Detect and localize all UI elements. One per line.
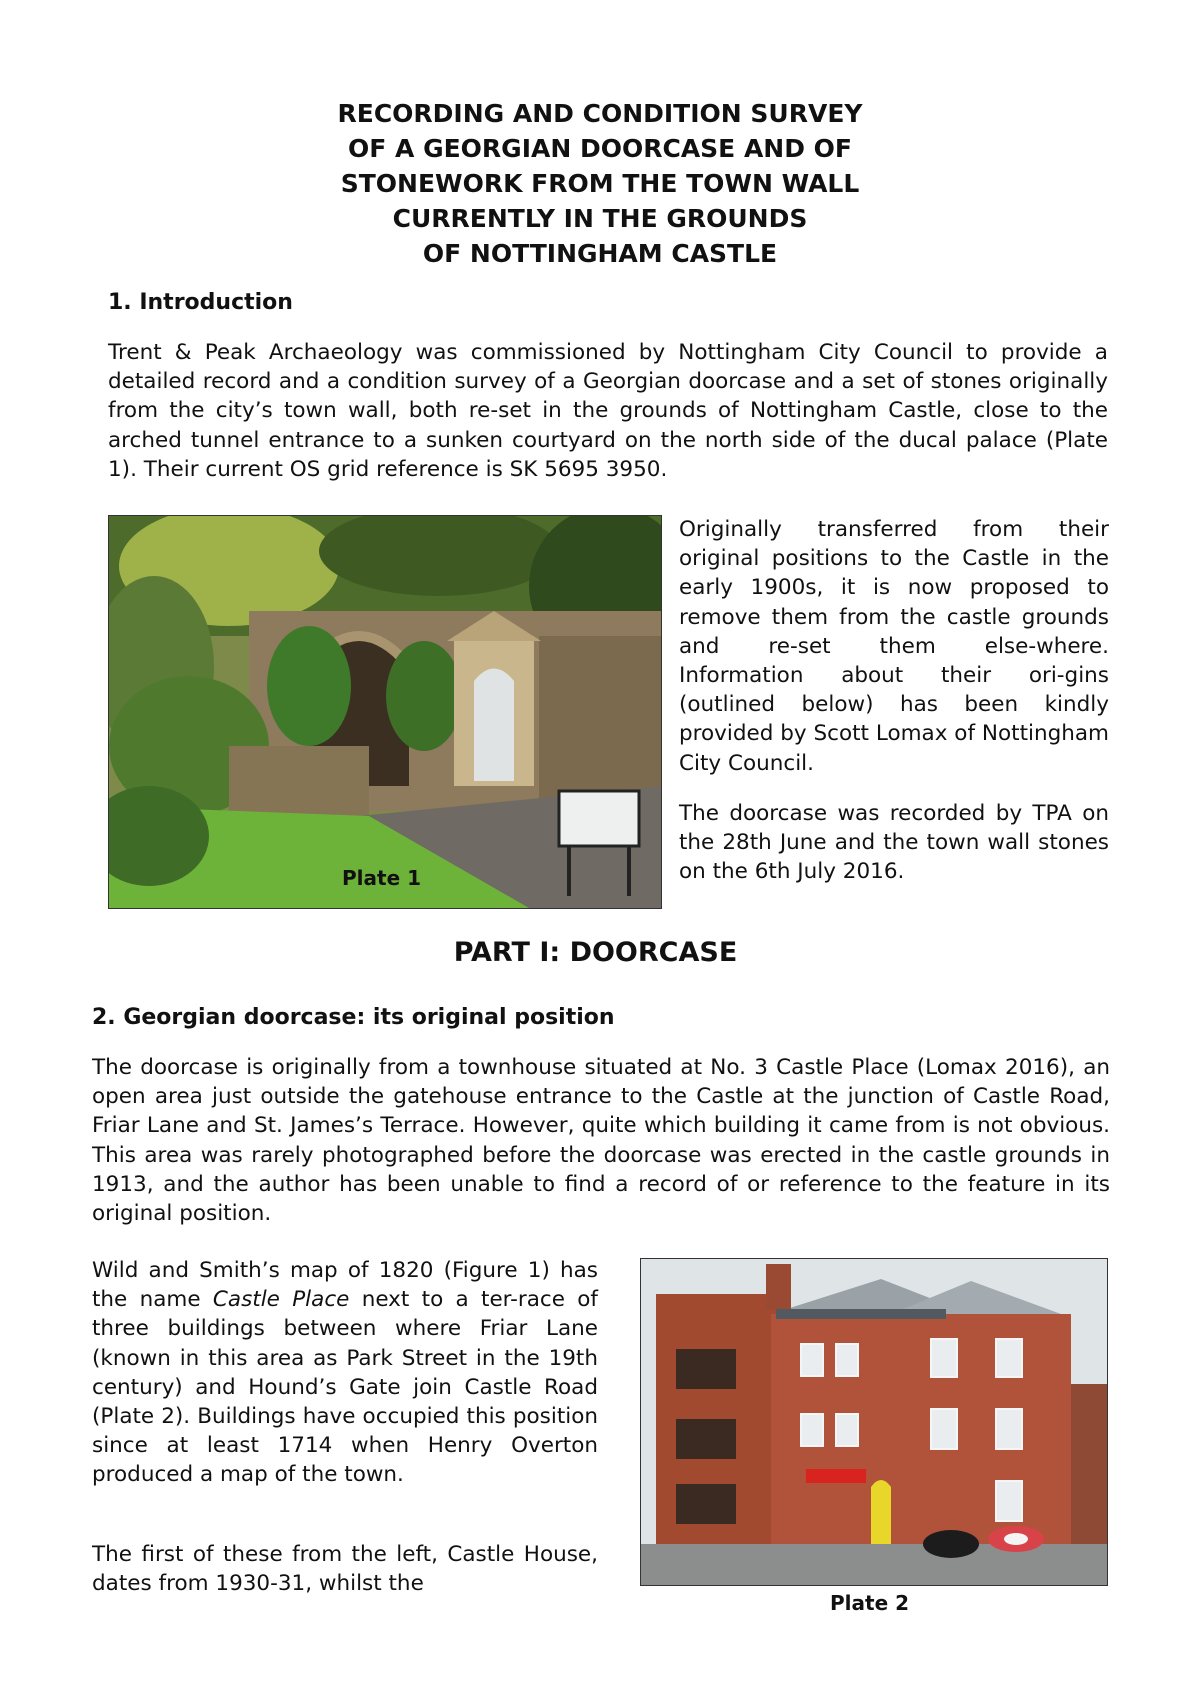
recording-date-paragraph: The doorcase was recorded by TPA on the 28th June and the town wall stones on the 6th July 2016. [679,801,1109,885]
map-paragraph [92,1256,598,1490]
plate-1-photo [108,515,662,909]
section-heading-original-position: 2. Georgian doorcase: its original position [92,1005,615,1030]
plate-2-photo [640,1258,1108,1586]
title-line: OF A GEORGIAN DOORCASE AND OF [347,134,853,163]
garden-archway-image [109,516,661,908]
transfer-paragraph: Originally transferred from their original positions to the Castle in the early 1900s, it is now proposed to remove them from the castle grounds and re-set them else-where. Information about their ori-gins (outlined below) has been kindly provided by Scott Lomax of Nottingham City Council. [679,517,1109,776]
title-line: RECORDING AND CONDITION SURVEY [337,99,863,128]
original-position-paragraph: The doorcase is originally from a townhouse situated at No. 3 Castle Place (Lomax 2016), an open area just outside the gatehouse entrance to the Castle at the junction of Castle Road, Friar Lane and St. James’s Terrace. However, quite which building it came from is not obvious. This area was rarely photographed before the doorcase was erected in the castle grounds in 1913, and the author has been unable to find a record of or reference to the feature in its original position. [92,1055,1110,1227]
intro-paragraph: Trent & Peak Archaeology was commissioned by Nottingham City Council to provide a detailed record and a condition survey of a Georgian doorcase and a set of stones originally from the city’s town wall, both re-set in the grounds of Nottingham Castle, close to the arched tunnel entrance to a sunken courtyard on the north side of the ducal palace (Plate 1). Their current OS grid reference is SK 5695 3950. [108,340,1108,482]
section-heading-introduction: 1. Introduction [108,290,293,315]
title-line: STONEWORK FROM THE TOWN WALL [340,169,860,198]
part-heading: PART I: DOORCASE [453,937,738,968]
plate-2-caption: Plate 2 [830,1591,910,1615]
castle-place-emphasis: Castle Place [212,1287,350,1313]
castle-place-buildings-image [641,1259,1107,1585]
plate-1-caption: Plate 1 [342,866,422,890]
map-paragraph-text: next to a ter-race of three buildings between where Friar Lane (known in this area as Park Street in the 19th century) and Hound’s Gate join Castle Road (Plate 2). Buildings have occupied this position since at least 1714 when Henry Overton produced a map of the town. [92,1287,598,1488]
report-title [200,96,1000,271]
map-paragraph-text: Wild and Smith’s map of 1820 (Figure 1) has the name [92,1258,598,1313]
title-line: CURRENTLY IN THE GROUNDS [392,204,808,233]
castle-house-paragraph: The first of these from the left, Castle House, dates from 1930-31, whilst the [92,1542,598,1597]
title-line: OF NOTTINGHAM CASTLE [422,239,778,268]
